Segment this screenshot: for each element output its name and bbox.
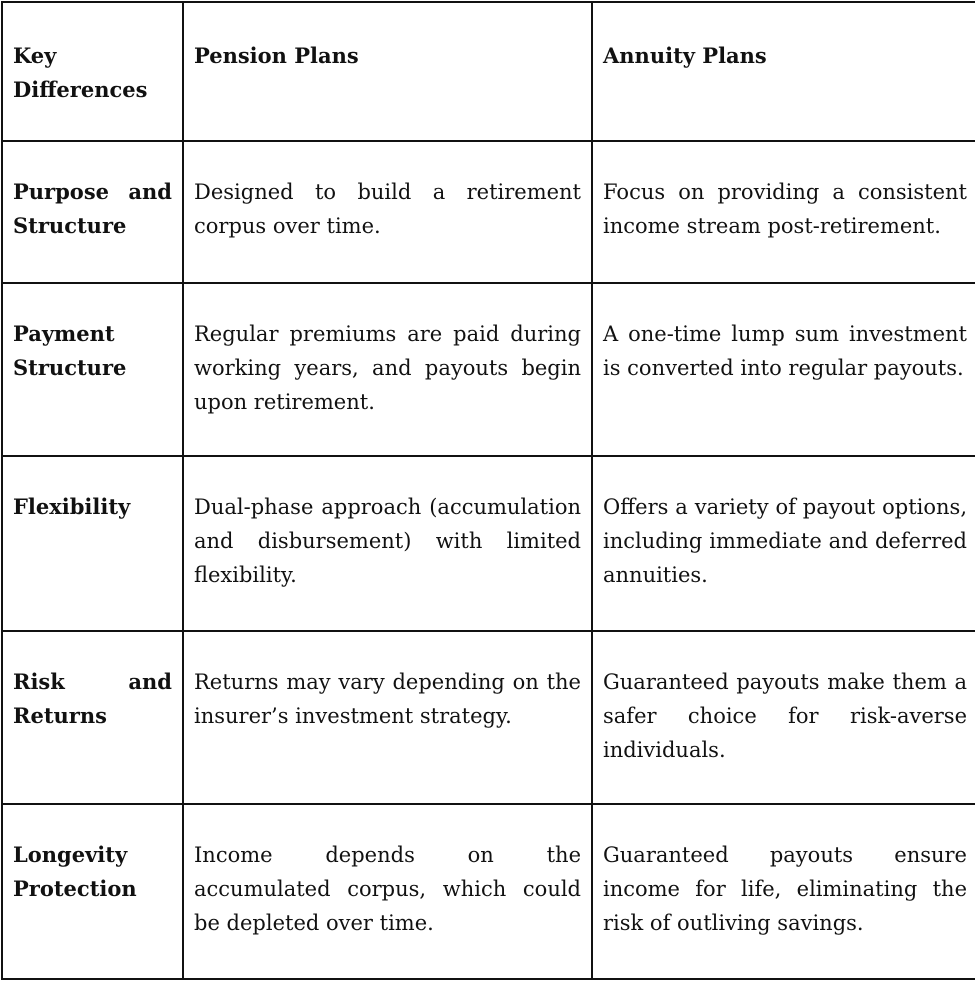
pension-cell: Designed to build a retirement corpus over time. <box>183 141 592 283</box>
annuity-cell: Guaranteed payouts make them a safer choice for risk-averse individuals. <box>592 631 975 804</box>
annuity-cell: Guaranteed payouts ensure income for life, eliminating the risk of outliving savings. <box>592 804 975 979</box>
row-key: Risk and Returns <box>2 631 183 804</box>
table-row <box>2 283 975 456</box>
header-annuity-plans: Annuity Plans <box>592 2 975 141</box>
header-key-differences: Key Differences <box>2 2 183 141</box>
table-row <box>2 141 975 283</box>
pension-cell: Returns may vary depending on the insurer’s investment strategy. <box>183 631 592 804</box>
row-key: Longevity Protection <box>2 804 183 979</box>
header-pension-plans: Pension Plans <box>183 2 592 141</box>
table-row <box>2 456 975 631</box>
pension-cell: Dual-phase approach (accumulation and disbursement) with limited flexibility. <box>183 456 592 631</box>
table-row <box>2 631 975 804</box>
annuity-cell: A one-time lump sum investment is converted into regular payouts. <box>592 283 975 456</box>
annuity-cell: Focus on providing a consistent income stream post-retirement. <box>592 141 975 283</box>
row-key: Flexibility <box>2 456 183 631</box>
pension-cell: Income depends on the accumulated corpus, which could be depleted over time. <box>183 804 592 979</box>
annuity-cell: Offers a variety of payout options, including immediate and deferred annuities. <box>592 456 975 631</box>
row-key: Purpose and Structure <box>2 141 183 283</box>
table-header-row <box>2 2 975 141</box>
table-row <box>2 804 975 979</box>
row-key: Payment Structure <box>2 283 183 456</box>
comparison-table <box>1 1 975 980</box>
pension-cell: Regular premiums are paid during working years, and payouts begin upon retirement. <box>183 283 592 456</box>
